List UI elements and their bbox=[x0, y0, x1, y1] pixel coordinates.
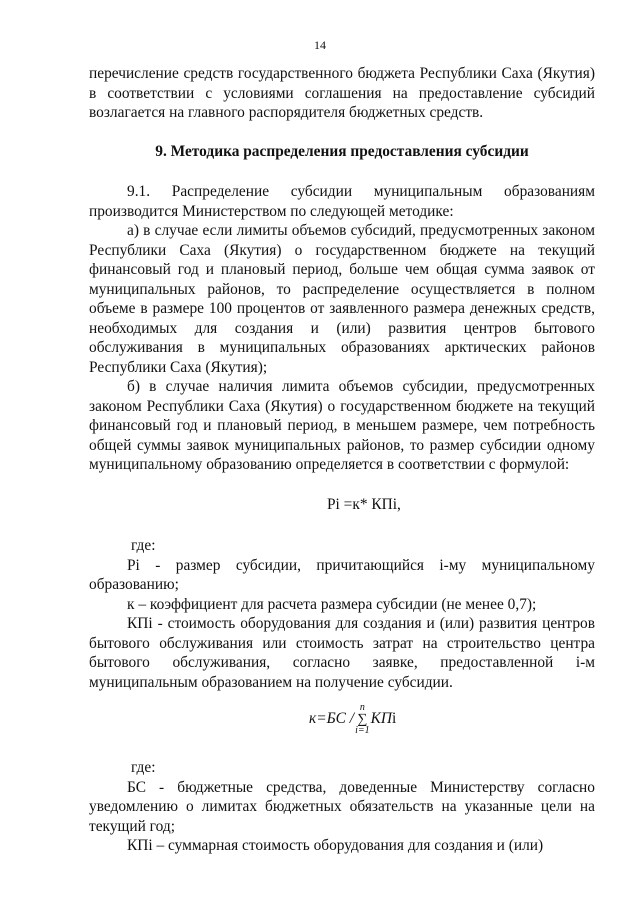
paragraph-9-1: 9.1. Распределение субсидии муниципальным образованиям производится Министерством по следующей методике: bbox=[89, 183, 595, 220]
formula-k-index: i bbox=[391, 710, 397, 728]
definition-bs: БС - бюджетные средства, доведенные Министерству согласно уведомлению о лимитах бюджетных обязательств на указанные цели на текущий год; bbox=[89, 778, 595, 835]
paragraph-a: а) в случае если лимиты объемов субсидий, предусмотренных законом Республики Саха (Якутия) о государственном бюджете на текущий финансовый год и плановый период, больше чем общая сумма заявок от муниципальных районов, то распределение осуществляется в полном объеме в размере 100 процентов от заявленного размера денежных средств, необходимых для создания и (или) развития центров бытового обслуживания в муниципальных образованиях арктических районов Республики Саха (Якутия); bbox=[89, 222, 595, 376]
definition-kpi: КПi - стоимость оборудования для создания и (или) развития центров бытового обслуживания или стоимость затрат на строительство центра бытового обслуживания, согласно заявке, предоставленной i-м муниципальным образованием на получение субсидии. bbox=[89, 615, 595, 691]
definition-pi: Pi - размер субсидии, причитающийся i-му муниципальному образованию; bbox=[89, 556, 595, 593]
formula-k-left: к=БС / bbox=[309, 710, 355, 728]
sum-lower-limit: i=1 bbox=[355, 724, 370, 736]
sigma-glyph: ∑ bbox=[357, 711, 368, 727]
page-number: 14 bbox=[314, 38, 326, 52]
where-label-1: где: bbox=[131, 537, 156, 554]
sum-symbol bbox=[355, 703, 370, 736]
formula-pi: Pi =к* КПi, bbox=[327, 495, 401, 513]
document-body bbox=[89, 64, 595, 856]
sum-upper-limit: n bbox=[359, 701, 365, 713]
where-label-2: где: bbox=[131, 759, 156, 776]
section-heading: 9. Методика распределения предоставления субсидии bbox=[155, 142, 529, 160]
definition-kpi-total: КПi – суммарная стоимость оборудования для создания и (или) bbox=[127, 837, 544, 854]
definition-k: к – коэффициент для расчета размера субсидии (не менее 0,7); bbox=[127, 595, 537, 613]
paragraph-intro: перечисление средств государственного бюджета Республики Саха (Якутия) в соответствии с условиями соглашения на предоставление субсидий возлагается на главного распорядителя бюджетных средств. bbox=[89, 65, 595, 121]
paragraph-b: б) в случае наличия лимита объемов субсидии, предусмотренных законом Республики Саха (Якутия) о государственном бюджете на текущий финансовый год и плановый период, в меньшем размере, чем потребность общей суммы заявок муниципальных районов, то размер субсидии одному муниципальному образованию определяется в соответствии с формулой: bbox=[89, 378, 595, 473]
formula-k-term: КП bbox=[370, 710, 392, 728]
formula-k bbox=[89, 702, 595, 736]
